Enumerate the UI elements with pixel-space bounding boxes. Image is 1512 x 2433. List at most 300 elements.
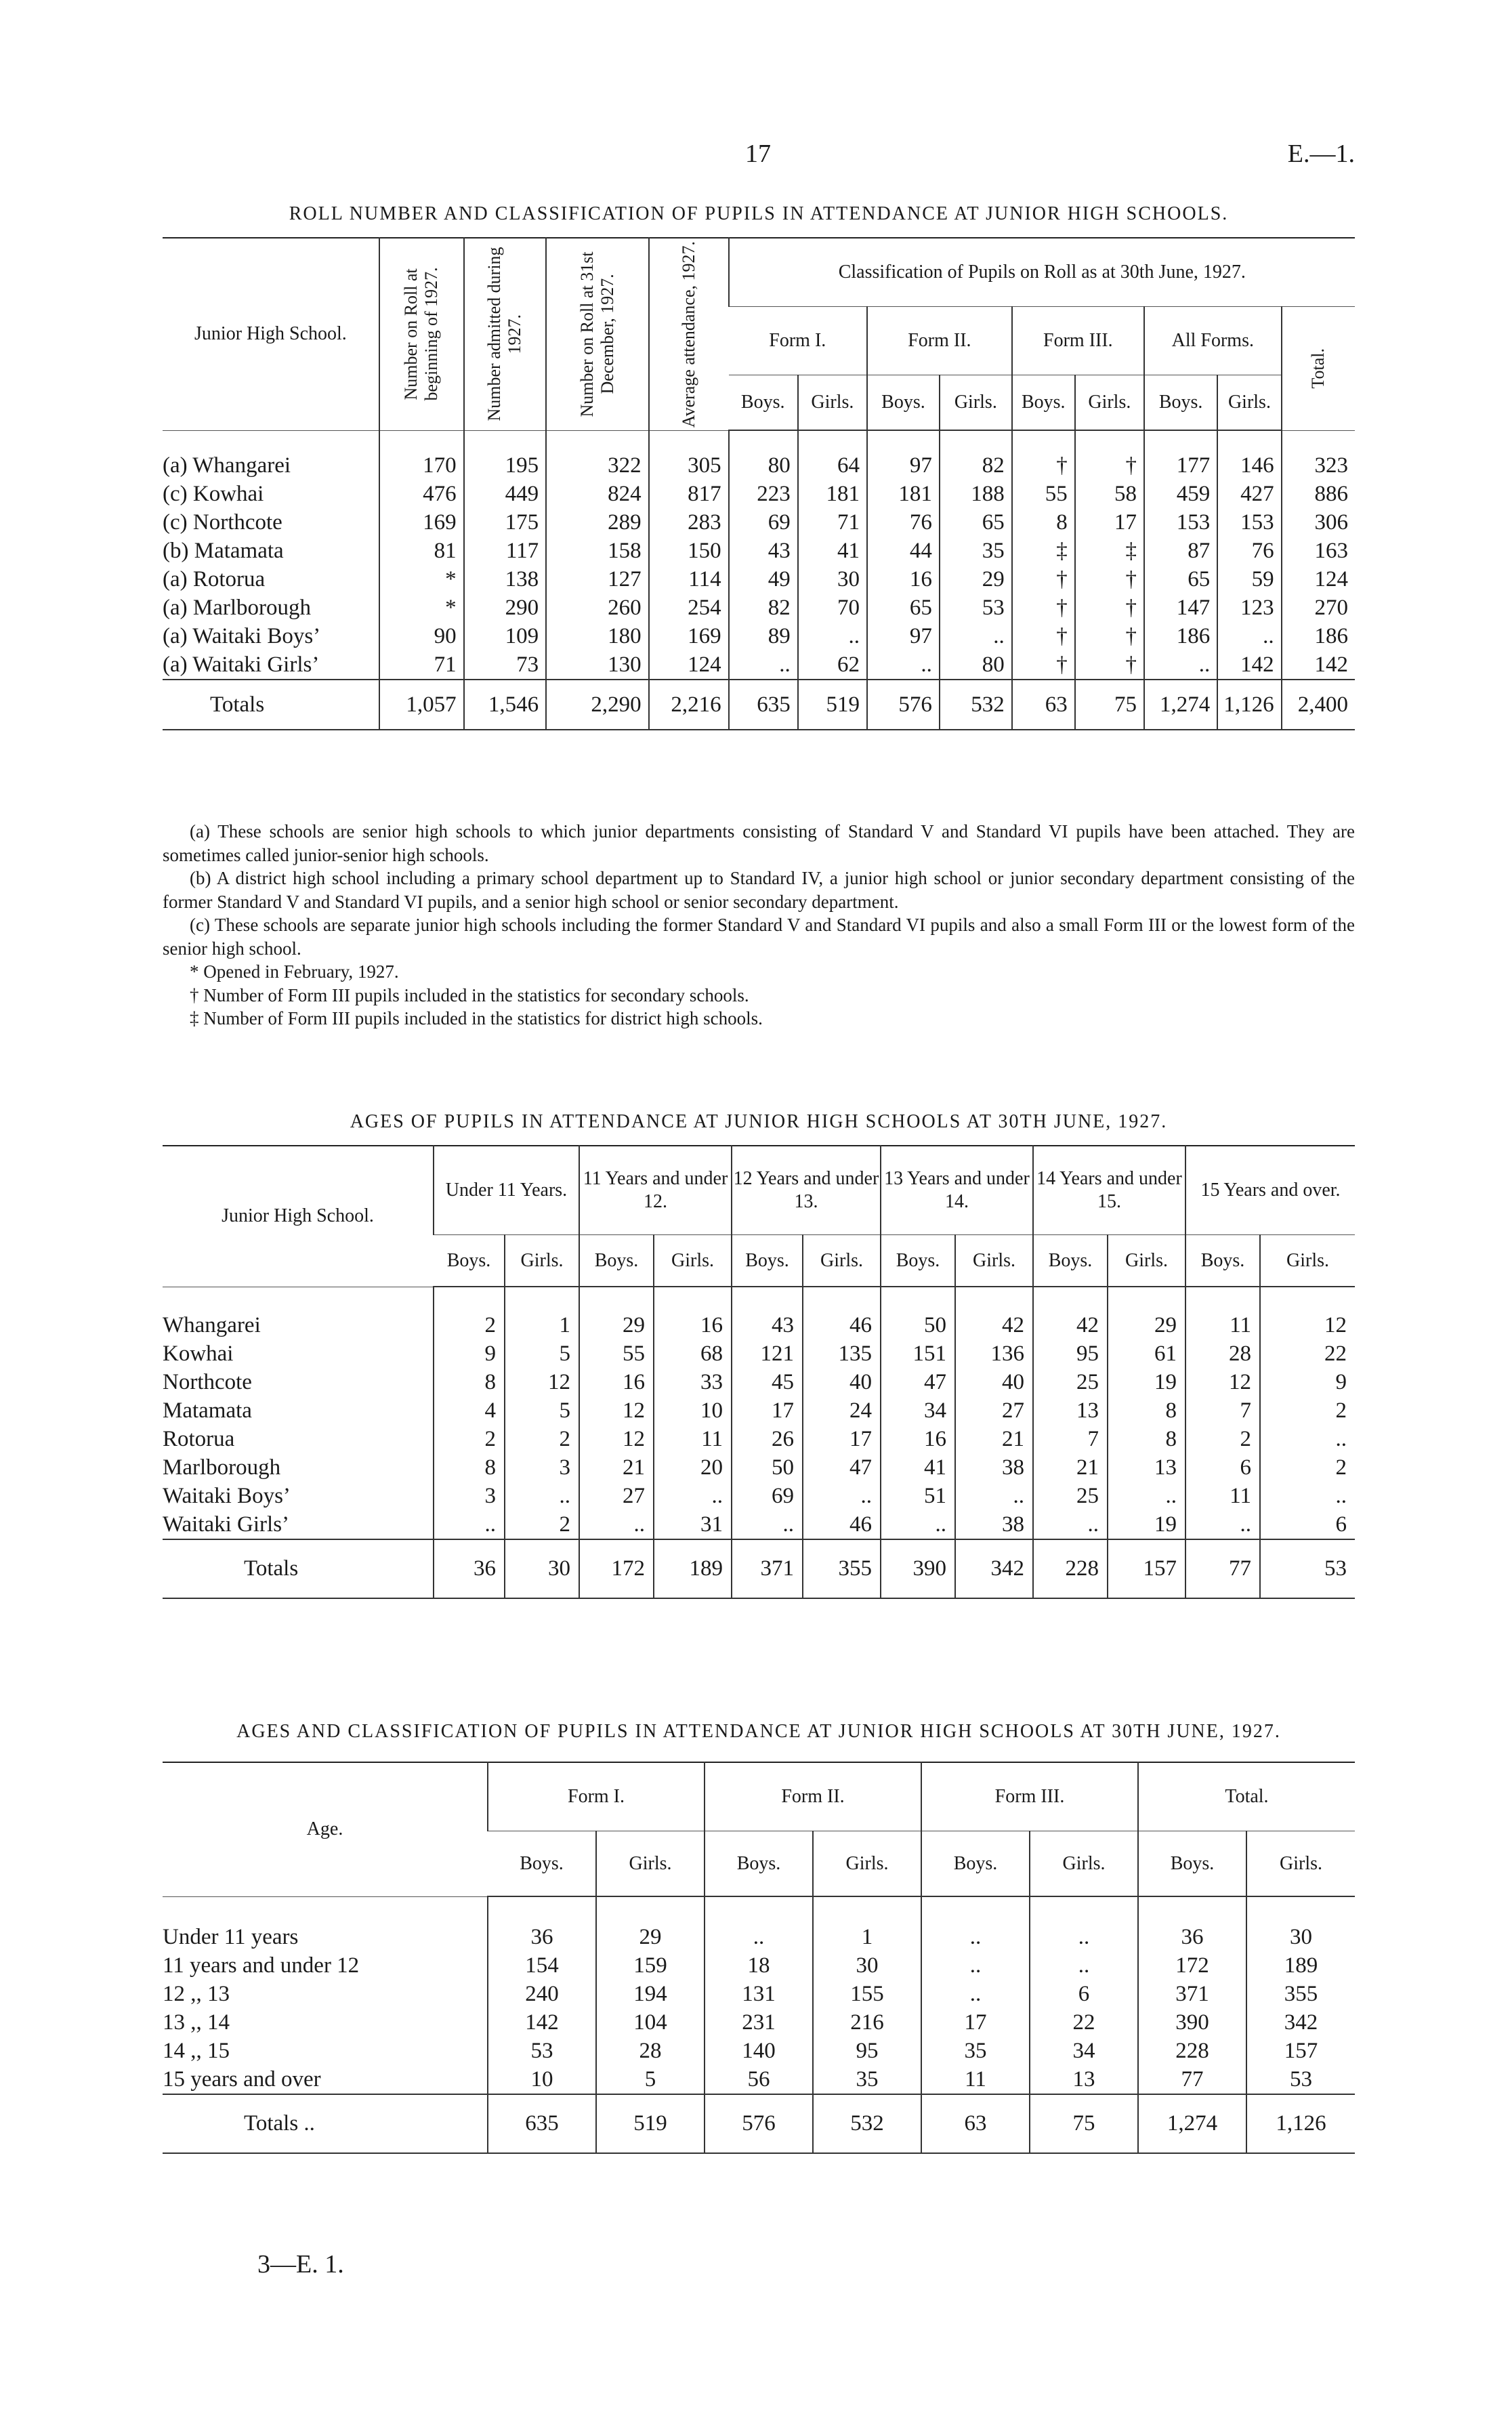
table-cell: 231 [705, 2008, 813, 2037]
table-cell: 5 [596, 2065, 705, 2094]
school-name: Kowhai [163, 1341, 234, 1366]
girls-heading: Girls. [1075, 375, 1144, 431]
table-cell: 30 [1246, 1923, 1355, 1951]
table-cell: 35 [921, 2037, 1030, 2065]
age-group-heading: 13 Years and under 14. [881, 1146, 1033, 1235]
table-cell: 254 [649, 594, 729, 622]
table-cell: 223 [729, 480, 798, 508]
table-cell: 61 [1108, 1339, 1185, 1368]
table-cell: 64 [798, 451, 867, 480]
boys-heading: Boys. [921, 1831, 1030, 1897]
girls-heading: Girls. [955, 1235, 1033, 1287]
table-cell: 109 [464, 622, 547, 650]
total-cell: 75 [1075, 680, 1144, 730]
table-cell: 157 [1246, 2037, 1355, 2065]
table-cell: 5 [505, 1396, 579, 1425]
table-row [163, 1396, 1355, 1425]
table-cell: 69 [729, 508, 798, 537]
total-cell: 36 [434, 1539, 505, 1598]
table-cell: 16 [867, 565, 940, 594]
table-cell: 12 [505, 1368, 579, 1396]
table-cell: 41 [881, 1453, 955, 1482]
age-label: Under 11 years [163, 1924, 299, 1949]
table-row [163, 480, 1355, 508]
table-cell: 38 [955, 1453, 1033, 1482]
table-cell: 8 [1012, 508, 1075, 537]
table-cell: 390 [1138, 2008, 1246, 2037]
total-cell: 355 [803, 1539, 881, 1598]
totals-label: Totals .. [163, 2094, 488, 2153]
table-cell: 8 [1108, 1425, 1185, 1453]
table-cell: 240 [488, 1980, 596, 2008]
age-group-heading: 11 Years and under 12. [579, 1146, 732, 1235]
school-name: (c) Kowhai [163, 481, 264, 506]
table-cell: 24 [803, 1396, 881, 1425]
table-cell: 43 [732, 1311, 803, 1339]
table-cell: .. [505, 1482, 579, 1510]
table-cell: 270 [1282, 594, 1355, 622]
table-cell: 130 [546, 650, 648, 680]
table-cell: 17 [921, 2008, 1030, 2037]
table-cell: 181 [798, 480, 867, 508]
table-cell: 123 [1217, 594, 1281, 622]
table-cell: 80 [729, 451, 798, 480]
table-cell: 142 [1282, 650, 1355, 680]
school-name: (a) Waitaki Girls’ [163, 652, 320, 677]
table-cell: 124 [1282, 565, 1355, 594]
document-reference: E.—1. [1287, 140, 1355, 168]
table-cell: 33 [654, 1368, 732, 1396]
totals-label: Totals [163, 1539, 434, 1598]
table-cell: 127 [546, 565, 648, 594]
table-cell: 12 [579, 1396, 654, 1425]
table-cell: 34 [1030, 2037, 1138, 2065]
total-cell: 63 [921, 2094, 1030, 2153]
table-cell: 188 [940, 480, 1012, 508]
table-cell: 228 [1138, 2037, 1246, 2065]
total-cell: 635 [488, 2094, 596, 2153]
footnote: (a) These schools are senior high schools to which junior departments consisting of Standard V and Standard VI pupils have been attached. They are sometimes called junior-senior high schools. [163, 821, 1355, 865]
table-cell: 323 [1282, 451, 1355, 480]
boys-heading: Boys. [867, 375, 940, 431]
totals-row [163, 1539, 1355, 1598]
form2-heading: Form II. [867, 307, 1012, 375]
footnote: (c) These schools are separate junior high schools including the former Standard V and Standard VI pupils and also a small Form III or the lowest form of the senior high school. [163, 915, 1355, 959]
boys-heading: Boys. [1033, 1235, 1108, 1287]
table-cell: 131 [705, 1980, 813, 2008]
table-cell: 50 [732, 1453, 803, 1482]
table-cell: 71 [798, 508, 867, 537]
school-name: Marlborough [163, 1455, 281, 1480]
table-cell: 27 [955, 1396, 1033, 1425]
table-cell: 12 [1260, 1311, 1355, 1339]
table-cell: 41 [798, 537, 867, 565]
table-cell: † [1075, 565, 1144, 594]
table-cell: 40 [955, 1368, 1033, 1396]
table-cell: † [1075, 451, 1144, 480]
table-cell: † [1012, 451, 1075, 480]
table-cell: 47 [881, 1368, 955, 1396]
total-cell: 75 [1030, 2094, 1138, 2153]
table-cell: 68 [654, 1339, 732, 1368]
table-row [163, 1482, 1355, 1510]
table-cell: 104 [596, 2008, 705, 2037]
table-cell: 53 [488, 2037, 596, 2065]
table-row [163, 2065, 1355, 2094]
table-cell: 175 [464, 508, 547, 537]
table-row [163, 650, 1355, 680]
total-cell: 576 [867, 680, 940, 730]
table-cell: 22 [1260, 1339, 1355, 1368]
age-group-heading: Under 11 Years. [434, 1146, 579, 1235]
total-cell: 342 [955, 1539, 1033, 1598]
table-cell: 8 [1108, 1396, 1185, 1425]
table-cell: 97 [867, 622, 940, 650]
girls-heading: Girls. [596, 1831, 705, 1897]
table-cell: 10 [488, 2065, 596, 2094]
table-row [163, 451, 1355, 480]
table-cell: 29 [596, 1923, 705, 1951]
roll-number-table [163, 237, 1355, 730]
table-cell: 34 [881, 1396, 955, 1425]
total-cell: 519 [798, 680, 867, 730]
table-row [163, 1510, 1355, 1539]
total-cell: 1,546 [464, 680, 547, 730]
table-cell: 155 [813, 1980, 921, 2008]
school-name: (a) Waitaki Boys’ [163, 623, 321, 648]
table-cell: 10 [654, 1396, 732, 1425]
school-name: Whangarei [163, 1312, 261, 1337]
table-cell: 42 [1033, 1311, 1108, 1339]
form-group-heading: Total. [1138, 1762, 1355, 1831]
table-cell: 21 [579, 1453, 654, 1482]
table-cell: 51 [881, 1482, 955, 1510]
girls-heading: Girls. [940, 375, 1012, 431]
table-cell: 62 [798, 650, 867, 680]
table-cell: 27 [579, 1482, 654, 1510]
table-cell: 117 [464, 537, 547, 565]
table-cell: 147 [1144, 594, 1217, 622]
boys-heading: Boys. [729, 375, 798, 431]
age-group-heading: 15 Years and over. [1185, 1146, 1355, 1235]
table-cell: 476 [379, 480, 464, 508]
table-row [163, 1425, 1355, 1453]
school-name: (a) Marlborough [163, 595, 312, 620]
table-cell: 21 [1033, 1453, 1108, 1482]
total-cell: 2,216 [649, 680, 729, 730]
table-cell: 17 [1075, 508, 1144, 537]
table-cell: 322 [546, 451, 648, 480]
col-admitted: Number admitted during 1927. [464, 238, 547, 430]
table-cell: 47 [803, 1453, 881, 1482]
school-name: Northcote [163, 1369, 252, 1394]
table-cell: 1 [505, 1311, 579, 1339]
total-cell: 1,126 [1217, 680, 1281, 730]
table-cell: 427 [1217, 480, 1281, 508]
table-cell: .. [1033, 1510, 1108, 1539]
table-cell: 11 [1185, 1311, 1260, 1339]
total-cell: 157 [1108, 1539, 1185, 1598]
totals-label: Totals [163, 680, 379, 730]
girls-heading: Girls. [803, 1235, 881, 1287]
table-cell: .. [881, 1510, 955, 1539]
table-cell: † [1012, 565, 1075, 594]
table-cell: 159 [596, 1951, 705, 1980]
table-row [163, 1980, 1355, 2008]
table-cell: 3 [505, 1453, 579, 1482]
table-cell: 49 [729, 565, 798, 594]
table-cell: 2 [1260, 1396, 1355, 1425]
girls-heading: Girls. [1246, 1831, 1355, 1897]
table-cell: .. [1030, 1951, 1138, 1980]
table-cell: 154 [488, 1951, 596, 1980]
table-cell: 65 [940, 508, 1012, 537]
table-cell: 76 [1217, 537, 1281, 565]
table-row [163, 565, 1355, 594]
table-cell: 13 [1108, 1453, 1185, 1482]
table-cell: 195 [464, 451, 547, 480]
girls-heading: Girls. [1260, 1235, 1355, 1287]
total-cell: 1,274 [1138, 2094, 1246, 2153]
table3-title: AGES AND CLASSIFICATION OF PUPILS IN ATTENDANCE AT JUNIOR HIGH SCHOOLS AT 30TH JUNE, 1927. [236, 1721, 1281, 1742]
girls-heading: Girls. [1108, 1235, 1185, 1287]
table-cell: 38 [955, 1510, 1033, 1539]
table-cell: 22 [1030, 2008, 1138, 2037]
table-cell: 8 [434, 1368, 505, 1396]
table-cell: † [1012, 622, 1075, 650]
table-cell: 355 [1246, 1980, 1355, 2008]
table-cell: .. [729, 650, 798, 680]
total-cell: 519 [596, 2094, 705, 2153]
table-cell: † [1075, 594, 1144, 622]
table-cell: .. [798, 622, 867, 650]
table-cell: 9 [1260, 1368, 1355, 1396]
table-cell: 43 [729, 537, 798, 565]
table-cell: 58 [1075, 480, 1144, 508]
footnote: ‡ Number of Form III pupils included in the statistics for district high schools. [190, 1008, 763, 1029]
boys-heading: Boys. [488, 1831, 596, 1897]
table-cell: 459 [1144, 480, 1217, 508]
school-name: (a) Whangarei [163, 453, 291, 478]
table-cell: 260 [546, 594, 648, 622]
table-cell: 13 [1030, 2065, 1138, 2094]
table-row [163, 508, 1355, 537]
table-cell: .. [1108, 1482, 1185, 1510]
boys-heading: Boys. [1138, 1831, 1246, 1897]
table-cell: 65 [1144, 565, 1217, 594]
col-average-attendance: Average attendance, 1927. [649, 238, 729, 430]
table-cell: 59 [1217, 565, 1281, 594]
table-cell: .. [1260, 1425, 1355, 1453]
table-cell: 150 [649, 537, 729, 565]
table-cell: 73 [464, 650, 547, 680]
table-cell: .. [955, 1482, 1033, 1510]
total-cell: 532 [813, 2094, 921, 2153]
table-cell: .. [579, 1510, 654, 1539]
table-cell: 216 [813, 2008, 921, 2037]
school-name: (b) Matamata [163, 538, 284, 563]
table-cell: 180 [546, 622, 648, 650]
table-cell: 11 [1185, 1482, 1260, 1510]
table-cell: .. [1144, 650, 1217, 680]
table-cell: .. [434, 1510, 505, 1539]
school-name: Matamata [163, 1398, 252, 1423]
table-cell: .. [921, 1923, 1030, 1951]
table-row [163, 1339, 1355, 1368]
table-cell: 40 [803, 1368, 881, 1396]
table-cell: 77 [1138, 2065, 1246, 2094]
table-cell: 121 [732, 1339, 803, 1368]
table-row [163, 622, 1355, 650]
table-cell: 69 [732, 1482, 803, 1510]
table-cell: * [379, 565, 464, 594]
total-cell: 2,400 [1282, 680, 1355, 730]
table-cell: ‡ [1075, 537, 1144, 565]
page-number: 17 [745, 140, 771, 168]
table-cell: * [379, 594, 464, 622]
table1-title: ROLL NUMBER AND CLASSIFICATION OF PUPILS IN ATTENDANCE AT JUNIOR HIGH SCHOOLS. [289, 203, 1229, 224]
boys-heading: Boys. [1185, 1235, 1260, 1287]
boys-heading: Boys. [1012, 375, 1075, 431]
table-cell: 28 [596, 2037, 705, 2065]
table-cell: 8 [434, 1453, 505, 1482]
table-cell: 169 [649, 622, 729, 650]
table-cell: 371 [1138, 1980, 1246, 2008]
table-cell: 12 [1185, 1368, 1260, 1396]
table-cell: 82 [729, 594, 798, 622]
boys-heading: Boys. [705, 1831, 813, 1897]
table-cell: 95 [1033, 1339, 1108, 1368]
table-cell: 177 [1144, 451, 1217, 480]
table-cell: 55 [1012, 480, 1075, 508]
form-group-heading: Form I. [488, 1762, 705, 1831]
table-cell: 45 [732, 1368, 803, 1396]
total-cell: 1,126 [1246, 2094, 1355, 2153]
table-cell: 306 [1282, 508, 1355, 537]
table-cell: 2 [1185, 1425, 1260, 1453]
girls-heading: Girls. [813, 1831, 921, 1897]
table-cell: 146 [1217, 451, 1281, 480]
total-cell: 576 [705, 2094, 813, 2153]
table-cell: 30 [813, 1951, 921, 1980]
table-cell: .. [1185, 1510, 1260, 1539]
table-cell: 2 [505, 1510, 579, 1539]
table-cell: 36 [488, 1923, 596, 1951]
table-cell: 4 [434, 1396, 505, 1425]
table-cell: 169 [379, 508, 464, 537]
table-cell: 26 [732, 1425, 803, 1453]
table-cell: 90 [379, 622, 464, 650]
table-cell: ‡ [1012, 537, 1075, 565]
table-cell: 186 [1144, 622, 1217, 650]
page-footer: 3—E. 1. [257, 2250, 344, 2279]
age-group-heading: 14 Years and under 15. [1033, 1146, 1185, 1235]
table-cell: 35 [813, 2065, 921, 2094]
table-cell: 16 [579, 1368, 654, 1396]
table-row [163, 1951, 1355, 1980]
boys-heading: Boys. [1144, 375, 1217, 431]
table-cell: 124 [649, 650, 729, 680]
table-cell: 151 [881, 1339, 955, 1368]
footnote: * Opened in February, 1927. [190, 961, 399, 982]
table-cell: .. [654, 1482, 732, 1510]
table-row [163, 2037, 1355, 2065]
table-cell: 142 [488, 2008, 596, 2037]
girls-heading: Girls. [654, 1235, 732, 1287]
table-cell: 136 [955, 1339, 1033, 1368]
table-cell: 20 [654, 1453, 732, 1482]
table-cell: 82 [940, 451, 1012, 480]
page-header [163, 139, 1355, 173]
table-cell: 1 [813, 1923, 921, 1951]
ages-classification-table [163, 1762, 1355, 2154]
table-cell: 289 [546, 508, 648, 537]
classification-heading: Classification of Pupils on Roll as at 30th June, 1927. [729, 238, 1355, 307]
table-cell: 153 [1144, 508, 1217, 537]
total-cell: 77 [1185, 1539, 1260, 1598]
table-cell: .. [732, 1510, 803, 1539]
table-cell: 46 [803, 1311, 881, 1339]
table-cell: 449 [464, 480, 547, 508]
table-cell: 886 [1282, 480, 1355, 508]
table-cell: 21 [955, 1425, 1033, 1453]
footnote: † Number of Form III pupils included in the statistics for secondary schools. [190, 984, 749, 1005]
table-cell: 89 [729, 622, 798, 650]
table-cell: 29 [579, 1311, 654, 1339]
table-cell: .. [1217, 622, 1281, 650]
school-name: (a) Rotorua [163, 566, 266, 591]
col-junior-high-school: Junior High School. [163, 1146, 434, 1287]
table-row [163, 1923, 1355, 1951]
table-cell: 53 [940, 594, 1012, 622]
table-cell: 824 [546, 480, 648, 508]
table-cell: 46 [803, 1510, 881, 1539]
table-cell: 194 [596, 1980, 705, 2008]
table-cell: .. [803, 1482, 881, 1510]
girls-heading: Girls. [798, 375, 867, 431]
footnote: (b) A district high school including a primary school department up to Standard IV, a junior high school or junior secondary department consisting of the former Standard V and Standard VI pupils, and a senior high school or senior secondary department. [163, 868, 1355, 912]
col-roll-begin: Number on Roll at beginning of 1927. [379, 238, 464, 430]
table-cell: 65 [867, 594, 940, 622]
form-group-heading: Form III. [921, 1762, 1138, 1831]
table-cell: 6 [1030, 1980, 1138, 2008]
table-row [163, 537, 1355, 565]
col-roll-end: Number on Roll at 31st December, 1927. [546, 238, 648, 430]
table-cell: 16 [881, 1425, 955, 1453]
table-cell: 36 [1138, 1923, 1246, 1951]
school-name: Rotorua [163, 1426, 235, 1451]
table-row [163, 1453, 1355, 1482]
total-cell: 30 [505, 1539, 579, 1598]
age-label: 15 years and over [163, 2066, 321, 2092]
table-cell: 18 [705, 1951, 813, 1980]
table2-title: AGES OF PUPILS IN ATTENDANCE AT JUNIOR HIGH SCHOOLS AT 30TH JUNE, 1927. [350, 1111, 1168, 1132]
table-cell: 53 [1246, 2065, 1355, 2094]
table-cell: 2 [434, 1425, 505, 1453]
table-row [163, 594, 1355, 622]
table-cell: 35 [940, 537, 1012, 565]
table-cell: 97 [867, 451, 940, 480]
table-cell: † [1012, 650, 1075, 680]
table-cell: 342 [1246, 2008, 1355, 2037]
table-cell: 28 [1185, 1339, 1260, 1368]
table-cell: 70 [798, 594, 867, 622]
table-cell: 19 [1108, 1510, 1185, 1539]
table-cell: 283 [649, 508, 729, 537]
table-cell: 11 [921, 2065, 1030, 2094]
table-cell: 76 [867, 508, 940, 537]
school-name: Waitaki Girls’ [163, 1512, 290, 1537]
